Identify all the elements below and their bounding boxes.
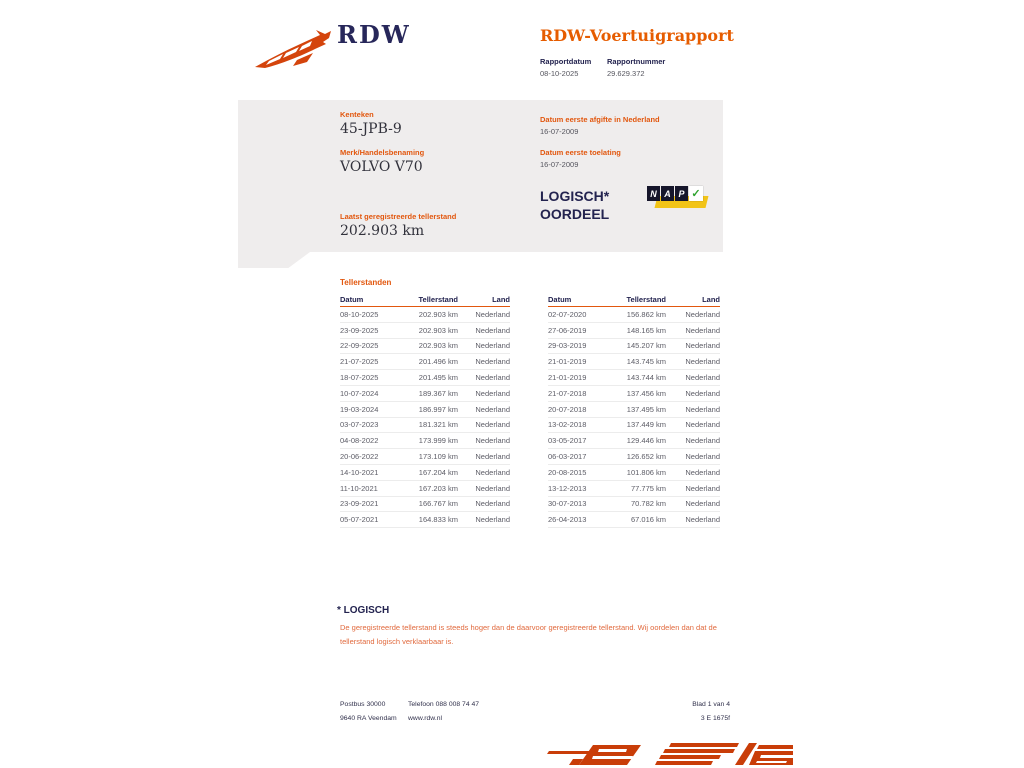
table-cell: Nederland xyxy=(685,420,720,430)
table-row xyxy=(340,418,510,434)
table-row xyxy=(548,386,720,402)
table-row xyxy=(548,307,720,323)
table-cell: 167.204 km xyxy=(418,467,458,477)
table-row xyxy=(340,386,510,402)
table-cell: 02-07-2020 xyxy=(548,309,587,319)
table-cell: 04-08-2022 xyxy=(340,436,379,446)
table-cell: 156.862 km xyxy=(626,309,666,319)
table-cell: 21-01-2019 xyxy=(548,357,587,367)
table-cell: Nederland xyxy=(475,373,510,383)
table-cell: 164.833 km xyxy=(418,515,458,525)
table-cell: Nederland xyxy=(685,388,720,398)
table-row xyxy=(548,402,720,418)
column-header-datum: Datum xyxy=(340,295,364,304)
tellerstand-value: 202.903 km xyxy=(340,223,425,239)
table-cell: 202.903 km xyxy=(418,309,458,319)
table-cell: 173.999 km xyxy=(418,436,458,446)
table-cell: 202.903 km xyxy=(418,341,458,351)
table-cell: 77.775 km xyxy=(630,483,666,493)
table-cell: 126.652 km xyxy=(626,452,666,462)
footer-address-line2: 9640 RA Veendam xyxy=(340,715,397,722)
table-cell: Nederland xyxy=(685,404,720,414)
table-cell: Nederland xyxy=(475,325,510,335)
table-row xyxy=(340,433,510,449)
table-row xyxy=(340,354,510,370)
column-header-land: Land xyxy=(492,295,510,304)
oordeel-line1: LOGISCH* xyxy=(540,188,610,204)
column-header-tellerstand: Tellerstand xyxy=(626,295,666,304)
column-header-tellerstand: Tellerstand xyxy=(418,295,458,304)
table-cell: Nederland xyxy=(685,483,720,493)
table-cell: 23-09-2021 xyxy=(340,499,379,509)
report-date-value: 08-10-2025 xyxy=(540,69,579,78)
column-header-datum: Datum xyxy=(548,295,572,304)
table-cell: 08-10-2025 xyxy=(340,309,379,319)
table-cell: 202.903 km xyxy=(418,325,458,335)
table-cell: Nederland xyxy=(475,309,510,319)
table-cell: 21-01-2019 xyxy=(548,373,587,383)
tellerstanden-section-title: Tellerstanden xyxy=(340,278,392,287)
footer-page-number: Blad 1 van 4 xyxy=(692,701,730,708)
table-row xyxy=(548,497,720,513)
table-cell: 143.744 km xyxy=(626,373,666,383)
table-cell: 143.745 km xyxy=(626,357,666,367)
table-cell: Nederland xyxy=(475,420,510,430)
kenteken-value: 45-JPB-9 xyxy=(340,121,402,137)
table-cell: Nederland xyxy=(685,373,720,383)
table-row xyxy=(548,354,720,370)
table-cell: Nederland xyxy=(685,499,720,509)
table-cell: Nederland xyxy=(685,515,720,525)
table-cell: 181.321 km xyxy=(418,420,458,430)
table-cell: 20-07-2018 xyxy=(548,404,587,414)
report-number-value: 29.629.372 xyxy=(607,69,645,78)
footer-phone: Telefoon 088 008 74 47 xyxy=(408,701,480,708)
table-cell: 189.367 km xyxy=(418,388,458,398)
table-cell: Nederland xyxy=(475,404,510,414)
table-row xyxy=(548,418,720,434)
nap-letter-n: N xyxy=(647,186,660,201)
vehicle-summary-box-tab xyxy=(238,252,310,268)
table-cell: 70.782 km xyxy=(630,499,666,509)
table-cell: 137.449 km xyxy=(626,420,666,430)
table-row xyxy=(340,497,510,513)
table-cell: 20-06-2022 xyxy=(340,452,379,462)
table-cell: 11-10-2021 xyxy=(340,483,378,493)
table-cell: 19-03-2024 xyxy=(340,404,379,414)
table-cell: 148.165 km xyxy=(626,325,666,335)
table-cell: Nederland xyxy=(685,341,720,351)
table-cell: 137.495 km xyxy=(626,404,666,414)
table-cell: 06-03-2017 xyxy=(548,452,587,462)
report-number-label: Rapportnummer xyxy=(607,57,666,66)
nap-letter-p: P xyxy=(675,186,688,201)
table-cell: 05-07-2021 xyxy=(340,515,379,525)
table-cell: 145.207 km xyxy=(626,341,666,351)
table-cell: Nederland xyxy=(475,499,510,509)
kenteken-label: Kenteken xyxy=(340,110,374,119)
footer-form-code: 3 E 1675f xyxy=(700,715,730,722)
table-cell: 166.767 km xyxy=(418,499,458,509)
table-row xyxy=(340,370,510,386)
table-cell: 21-07-2018 xyxy=(548,388,587,398)
table-cell: 101.806 km xyxy=(626,467,666,477)
table-cell: 03-05-2017 xyxy=(548,436,587,446)
oordeel-line2: OORDEEL xyxy=(540,206,610,222)
table-row xyxy=(340,512,510,528)
table-cell: 14-10-2021 xyxy=(340,467,379,477)
table-cell: Nederland xyxy=(475,388,510,398)
toelating-value: 16-07-2009 xyxy=(540,160,579,169)
table-cell: 13-12-2013 xyxy=(548,483,587,493)
table-cell: 173.109 km xyxy=(418,452,458,462)
table-cell: 27-06-2019 xyxy=(548,325,587,335)
table-cell: 18-07-2025 xyxy=(340,373,379,383)
table-cell: Nederland xyxy=(475,357,510,367)
table-row xyxy=(340,307,510,323)
table-row xyxy=(340,402,510,418)
table-cell: Nederland xyxy=(475,483,510,493)
report-title: RDW-Voertuigrapport xyxy=(540,26,734,45)
table-cell: Nederland xyxy=(475,341,510,351)
rdw-wordmark: RDW xyxy=(337,20,411,49)
table-row xyxy=(548,465,720,481)
merk-label: Merk/Handelsbenaming xyxy=(340,148,425,157)
table-cell: 186.997 km xyxy=(418,404,458,414)
table-row xyxy=(548,370,720,386)
table-cell: Nederland xyxy=(475,467,510,477)
table-cell: 26-04-2013 xyxy=(548,515,587,525)
table-cell: 67.016 km xyxy=(630,515,666,525)
table-cell: Nederland xyxy=(475,452,510,462)
table-row xyxy=(548,433,720,449)
rdw-logo-icon xyxy=(253,24,335,70)
oordeel-text xyxy=(540,187,609,223)
tellerstanden-table-right xyxy=(548,291,720,528)
logisch-note-title: * LOGISCH xyxy=(337,605,390,616)
table-cell: Nederland xyxy=(685,325,720,335)
decorative-stripes-icon xyxy=(543,739,793,768)
table-cell: 30-07-2013 xyxy=(548,499,587,509)
table-cell: Nederland xyxy=(685,467,720,477)
table-row xyxy=(548,339,720,355)
table-cell: Nederland xyxy=(685,436,720,446)
table-row xyxy=(340,481,510,497)
table-cell: 129.446 km xyxy=(626,436,666,446)
table-row xyxy=(340,339,510,355)
table-cell: 201.495 km xyxy=(418,373,458,383)
table-cell: Nederland xyxy=(475,515,510,525)
afgifte-value: 16-07-2009 xyxy=(540,127,579,136)
nap-logo-icon xyxy=(647,186,709,212)
table-cell: 23-09-2025 xyxy=(340,325,379,335)
tellerstand-label: Laatst geregistreerde tellerstand xyxy=(340,212,457,221)
table-row xyxy=(548,323,720,339)
table-header xyxy=(340,291,510,307)
afgifte-label: Datum eerste afgifte in Nederland xyxy=(540,115,660,124)
table-cell: 20-08-2015 xyxy=(548,467,587,477)
table-cell: 10-07-2024 xyxy=(340,388,379,398)
report-date-label: Rapportdatum xyxy=(540,57,592,66)
table-cell: 03-07-2023 xyxy=(340,420,379,430)
table-cell: 201.496 km xyxy=(418,357,458,367)
table-cell: Nederland xyxy=(475,436,510,446)
table-cell: Nederland xyxy=(685,309,720,319)
table-header xyxy=(548,291,720,307)
table-cell: Nederland xyxy=(685,357,720,367)
table-cell: Nederland xyxy=(685,452,720,462)
table-row xyxy=(340,323,510,339)
table-cell: 21-07-2025 xyxy=(340,357,379,367)
column-header-land: Land xyxy=(702,295,720,304)
table-cell: 167.203 km xyxy=(418,483,458,493)
footer-website: www.rdw.nl xyxy=(408,715,442,722)
tellerstanden-table-left xyxy=(340,291,510,528)
nap-checkmark-icon: ✓ xyxy=(689,186,703,201)
table-row xyxy=(340,465,510,481)
table-row xyxy=(548,512,720,528)
logisch-note-text: De geregistreerde tellerstand is steeds hoger dan de daarvoor geregistreerde tellerstand. Wij oordelen dan dat de tellerstand logisch verklaarbaar is. xyxy=(340,623,717,646)
table-cell: 22-09-2025 xyxy=(340,341,379,351)
table-cell: 13-02-2018 xyxy=(548,420,587,430)
table-row xyxy=(548,481,720,497)
merk-value: VOLVO V70 xyxy=(340,159,423,175)
table-cell: 29-03-2019 xyxy=(548,341,587,351)
table-cell: 137.456 km xyxy=(626,388,666,398)
footer-address-line1: Postbus 30000 xyxy=(340,701,386,708)
table-row xyxy=(340,449,510,465)
toelating-label: Datum eerste toelating xyxy=(540,148,621,157)
nap-letter-a: A xyxy=(661,186,674,201)
table-row xyxy=(548,449,720,465)
